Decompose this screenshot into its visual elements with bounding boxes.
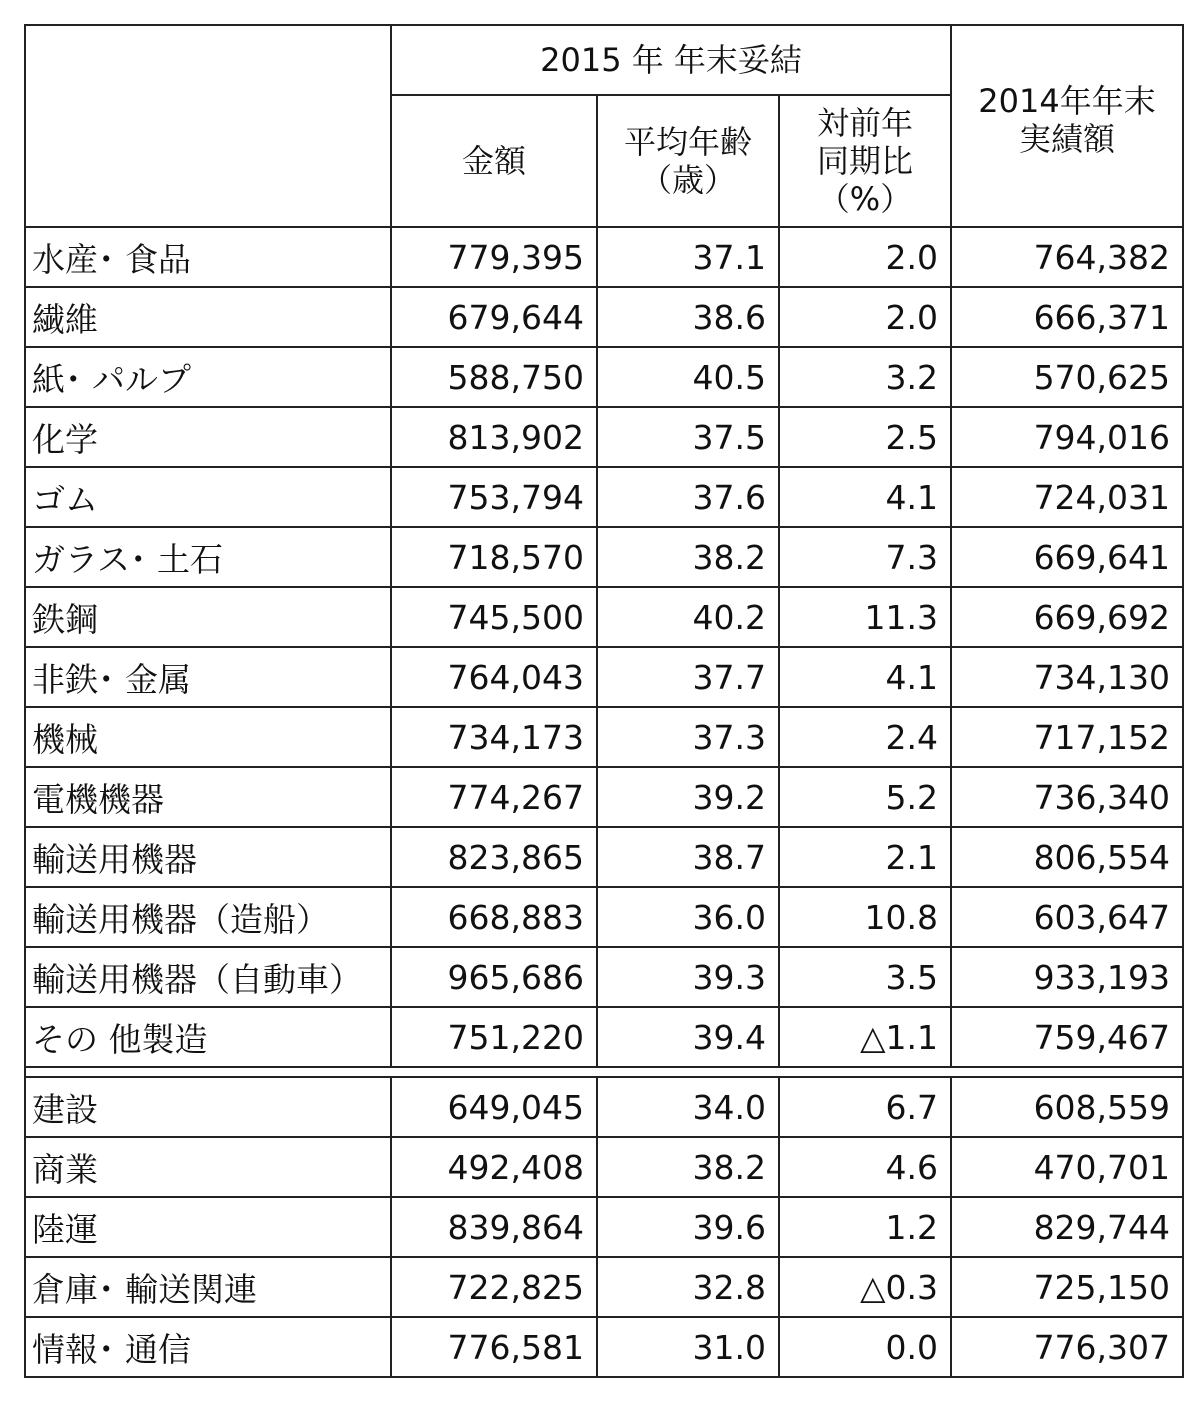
industry-label: 商業 — [25, 1137, 391, 1197]
yoy-cell: 2.5 — [779, 407, 951, 467]
prev-cell: 759,467 — [951, 1007, 1183, 1067]
industry-label: 建設 — [25, 1077, 391, 1137]
prev-cell: 734,130 — [951, 647, 1183, 707]
yoy-cell: 2.4 — [779, 707, 951, 767]
yoy-cell: △1.1 — [779, 1007, 951, 1067]
industry-label: 機械 — [25, 707, 391, 767]
table-row — [25, 887, 1183, 947]
industry-label: 紙･ パルプ — [25, 347, 391, 407]
yoy-cell: 4.1 — [779, 467, 951, 527]
industry-label: 水産･ 食品 — [25, 227, 391, 287]
prev-cell: 608,559 — [951, 1077, 1183, 1137]
prev-cell: 603,647 — [951, 887, 1183, 947]
prev-cell: 764,382 — [951, 227, 1183, 287]
prev-cell: 570,625 — [951, 347, 1183, 407]
corner-cell — [25, 25, 391, 227]
age-cell: 38.7 — [597, 827, 779, 887]
age-cell: 39.3 — [597, 947, 779, 1007]
col-header-yoy-line2: 同期比 — [817, 142, 914, 180]
amount-cell: 718,570 — [391, 527, 597, 587]
col-header-2014-line2: 実績額 — [1019, 120, 1116, 158]
amount-cell: 751,220 — [391, 1007, 597, 1067]
prev-cell: 736,340 — [951, 767, 1183, 827]
col-header-amount: 金額 — [391, 95, 597, 227]
table-row — [25, 1317, 1183, 1377]
yoy-cell: △0.3 — [779, 1257, 951, 1317]
table-row — [25, 287, 1183, 347]
amount-cell: 668,883 — [391, 887, 597, 947]
table-row — [25, 1007, 1183, 1067]
amount-cell: 965,686 — [391, 947, 597, 1007]
col-header-age-line1: 平均年齢 — [623, 123, 752, 161]
yoy-cell: 2.0 — [779, 227, 951, 287]
amount-cell: 823,865 — [391, 827, 597, 887]
table-row — [25, 827, 1183, 887]
section-separator — [25, 1067, 1183, 1077]
age-cell: 34.0 — [597, 1077, 779, 1137]
age-cell: 37.5 — [597, 407, 779, 467]
yoy-cell: 3.2 — [779, 347, 951, 407]
yoy-cell: 4.6 — [779, 1137, 951, 1197]
age-cell: 31.0 — [597, 1317, 779, 1377]
amount-cell: 745,500 — [391, 587, 597, 647]
col-header-yoy — [779, 95, 951, 227]
industry-label: 倉庫･ 輸送関連 — [25, 1257, 391, 1317]
age-cell: 39.2 — [597, 767, 779, 827]
amount-cell: 764,043 — [391, 647, 597, 707]
amount-cell: 722,825 — [391, 1257, 597, 1317]
yoy-cell: 2.0 — [779, 287, 951, 347]
prev-cell: 829,744 — [951, 1197, 1183, 1257]
table-row — [25, 767, 1183, 827]
table-row — [25, 347, 1183, 407]
prev-cell: 933,193 — [951, 947, 1183, 1007]
amount-cell: 649,045 — [391, 1077, 597, 1137]
table-row — [25, 407, 1183, 467]
col-header-yoy-line1: 対前年 — [817, 104, 914, 142]
age-cell: 40.2 — [597, 587, 779, 647]
age-cell: 38.2 — [597, 1137, 779, 1197]
age-cell: 40.5 — [597, 347, 779, 407]
age-cell: 36.0 — [597, 887, 779, 947]
col-header-2014 — [951, 25, 1183, 227]
table-row — [25, 227, 1183, 287]
separator-cell — [25, 1067, 1183, 1077]
table-row — [25, 1197, 1183, 1257]
amount-cell: 588,750 — [391, 347, 597, 407]
age-cell: 39.4 — [597, 1007, 779, 1067]
yoy-cell: 3.5 — [779, 947, 951, 1007]
industry-label: 鉄鋼 — [25, 587, 391, 647]
yoy-cell: 0.0 — [779, 1317, 951, 1377]
col-header-age-line2: （歳） — [639, 161, 736, 199]
amount-cell: 813,902 — [391, 407, 597, 467]
age-cell: 39.6 — [597, 1197, 779, 1257]
amount-cell: 734,173 — [391, 707, 597, 767]
age-cell: 37.6 — [597, 467, 779, 527]
amount-cell: 839,864 — [391, 1197, 597, 1257]
yoy-cell: 6.7 — [779, 1077, 951, 1137]
industry-label: ゴム — [25, 467, 391, 527]
industry-label: 輸送用機器（造船） — [25, 887, 391, 947]
industry-label: 化学 — [25, 407, 391, 467]
prev-cell: 776,307 — [951, 1317, 1183, 1377]
table-row — [25, 947, 1183, 1007]
amount-cell: 776,581 — [391, 1317, 597, 1377]
table-row — [25, 1077, 1183, 1137]
prev-cell: 717,152 — [951, 707, 1183, 767]
industry-label: 情報･ 通信 — [25, 1317, 391, 1377]
table-row — [25, 647, 1183, 707]
table-row — [25, 587, 1183, 647]
industry-label: 電機機器 — [25, 767, 391, 827]
age-cell: 38.2 — [597, 527, 779, 587]
prev-cell: 669,692 — [951, 587, 1183, 647]
age-cell: 37.3 — [597, 707, 779, 767]
table-row — [25, 527, 1183, 587]
yoy-cell: 1.2 — [779, 1197, 951, 1257]
table-row — [25, 1137, 1183, 1197]
prev-cell: 725,150 — [951, 1257, 1183, 1317]
industry-label: 非鉄･ 金属 — [25, 647, 391, 707]
col-header-age — [597, 95, 779, 227]
age-cell: 37.1 — [597, 227, 779, 287]
table-row — [25, 1257, 1183, 1317]
prev-cell: 666,371 — [951, 287, 1183, 347]
industry-label: 繊維 — [25, 287, 391, 347]
age-cell: 37.7 — [597, 647, 779, 707]
yoy-cell: 4.1 — [779, 647, 951, 707]
col-header-2014-line1: 2014年年末 — [978, 82, 1156, 120]
amount-cell: 779,395 — [391, 227, 597, 287]
group-header-2015: 2015 年 年末妥結 — [391, 25, 951, 95]
col-header-yoy-line3: （%） — [817, 180, 913, 218]
amount-cell: 753,794 — [391, 467, 597, 527]
age-cell: 32.8 — [597, 1257, 779, 1317]
yoy-cell: 10.8 — [779, 887, 951, 947]
yoy-cell: 2.1 — [779, 827, 951, 887]
yoy-cell: 11.3 — [779, 587, 951, 647]
industry-label: 輸送用機器（自動車） — [25, 947, 391, 1007]
prev-cell: 669,641 — [951, 527, 1183, 587]
table-row — [25, 707, 1183, 767]
industry-label: 陸運 — [25, 1197, 391, 1257]
yoy-cell: 5.2 — [779, 767, 951, 827]
prev-cell: 806,554 — [951, 827, 1183, 887]
prev-cell: 724,031 — [951, 467, 1183, 527]
amount-cell: 492,408 — [391, 1137, 597, 1197]
prev-cell: 470,701 — [951, 1137, 1183, 1197]
industry-label: その 他製造 — [25, 1007, 391, 1067]
amount-cell: 774,267 — [391, 767, 597, 827]
yoy-cell: 7.3 — [779, 527, 951, 587]
industry-label: ガラス･ 土石 — [25, 527, 391, 587]
prev-cell: 794,016 — [951, 407, 1183, 467]
table-row — [25, 467, 1183, 527]
bonus-table — [24, 24, 1184, 1378]
age-cell: 38.6 — [597, 287, 779, 347]
amount-cell: 679,644 — [391, 287, 597, 347]
industry-label: 輸送用機器 — [25, 827, 391, 887]
